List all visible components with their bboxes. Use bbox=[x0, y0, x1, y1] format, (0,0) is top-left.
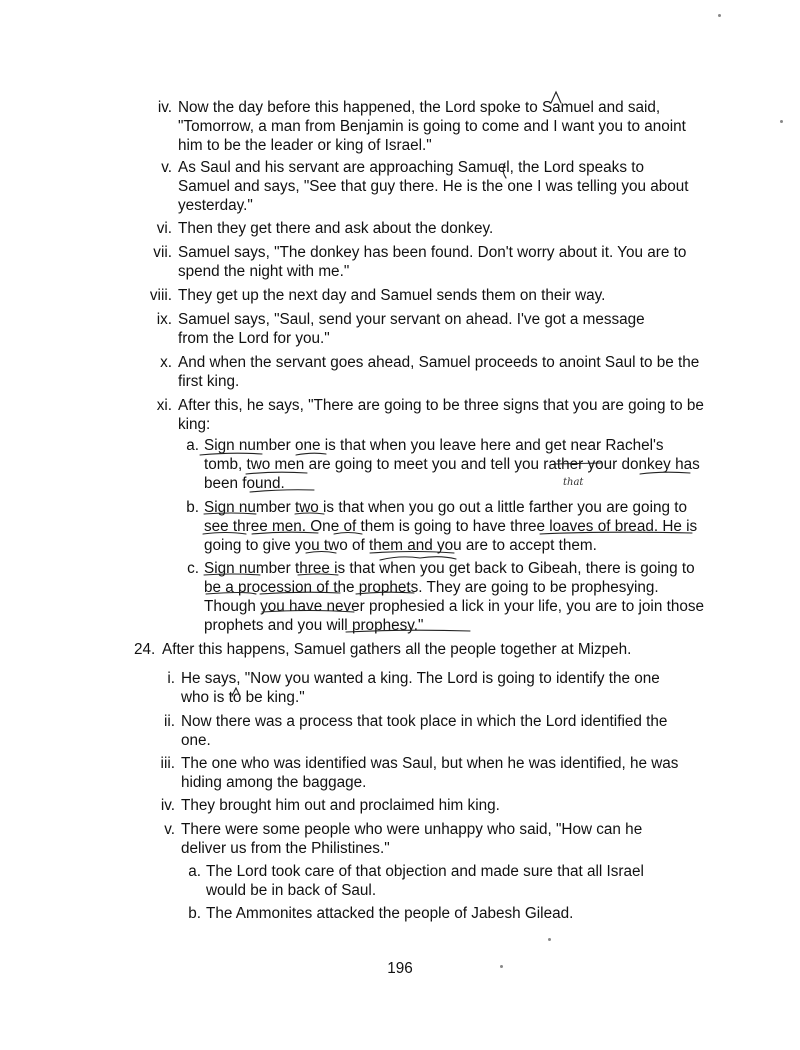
list-item-iv bbox=[157, 98, 708, 155]
item-number: iv. bbox=[157, 99, 172, 116]
item-letter: b. bbox=[188, 905, 201, 922]
item-text: They get up the next day and Samuel sends them on their way. bbox=[178, 287, 606, 304]
item-text: Now there was a process that took place in which the Lord identified the one. bbox=[181, 713, 668, 749]
item-text: There were some people who were unhappy who said, "How can he deliver us from the Philistines." bbox=[181, 821, 643, 857]
item-text: As Saul and his servant are approaching Samuel, the Lord speaks to Samuel and says, "See that guy there. He is the one I was telling you about yesterday." bbox=[178, 159, 689, 214]
list-item-viii bbox=[149, 286, 698, 305]
item-text: The one who was identified was Saul, but when he was identified, he was hiding among the baggage. bbox=[181, 755, 679, 791]
item-number: ix. bbox=[156, 311, 172, 328]
item-text: Sign number two is that when you go out a little farther you are going to see three men. One of them is going to have three loaves of bread. He is going to give you two of them and you are to accept them. bbox=[204, 499, 698, 554]
item-letter: a. bbox=[186, 437, 199, 454]
item-text: After this, he says, "There are going to be three signs that you are going to be king: bbox=[178, 397, 704, 433]
item-text: After this happens, Samuel gathers all the people together at Mizpeh. bbox=[162, 641, 632, 658]
item-number: v. bbox=[161, 159, 172, 176]
list-item-x bbox=[160, 353, 708, 391]
list-item-iv-2 bbox=[160, 796, 701, 815]
item-text: He says, "Now you wanted a king. The Lord is going to identify the one who is to be king." bbox=[181, 670, 660, 706]
list-item-xi bbox=[156, 396, 708, 434]
item-text: Now the day before this happened, the Lord spoke to Samuel and said, "Tomorrow, a man from Benjamin is going to come and I want you to anoint him to be the leader or king of Israel." bbox=[178, 99, 686, 154]
list-item-i bbox=[167, 669, 691, 707]
item-number: i. bbox=[167, 670, 175, 687]
item-letter: b. bbox=[186, 499, 199, 516]
item-number: vii. bbox=[153, 244, 172, 261]
item-text: Sign number one is that when you leave here and get near Rachel's tomb, two men are going to meet you and tell you rather your donkey has been found. bbox=[204, 437, 700, 492]
sub-item-b bbox=[188, 904, 686, 923]
item-number: iii. bbox=[160, 755, 175, 772]
item-number: viii. bbox=[149, 287, 172, 304]
handwritten-note: that bbox=[563, 477, 584, 488]
item-number: ii. bbox=[163, 713, 175, 730]
item-text: Samuel says, "The donkey has been found. Don't worry about it. You are to spend the night with me." bbox=[178, 244, 687, 280]
item-number: 24. bbox=[134, 641, 156, 658]
sign-item-a bbox=[186, 436, 704, 493]
list-item-24 bbox=[134, 640, 694, 659]
scan-speck bbox=[500, 965, 503, 968]
sign-item-c bbox=[187, 559, 705, 635]
item-text: The Lord took care of that objection and made sure that all Israel would be in back of Saul. bbox=[206, 863, 644, 899]
list-item-ii bbox=[163, 712, 701, 750]
item-number: xi. bbox=[156, 397, 172, 414]
item-number: iv. bbox=[160, 797, 175, 814]
list-item-ix bbox=[156, 310, 678, 348]
item-letter: c. bbox=[187, 560, 199, 577]
item-letter: a. bbox=[188, 863, 201, 880]
item-text: Then they get there and ask about the donkey. bbox=[178, 220, 494, 237]
sign-item-b bbox=[186, 498, 704, 555]
page-number: 196 bbox=[387, 960, 413, 977]
list-item-v bbox=[161, 158, 698, 215]
scan-speck bbox=[718, 14, 721, 17]
item-text: Samuel says, "Saul, send your servant on ahead. I've got a message from the Lord for you." bbox=[178, 311, 645, 347]
list-item-vii bbox=[153, 243, 708, 281]
item-number: v. bbox=[164, 821, 175, 838]
item-text: The Ammonites attacked the people of Jabesh Gilead. bbox=[206, 905, 574, 922]
scan-speck bbox=[780, 120, 783, 123]
item-text: Sign number three is that when you get back to Gibeah, there is going to be a procession of the prophets. They are going to be prophesying. Though you have never prophesied a lick in your life, you are to join those prophets and you will prophesy." bbox=[204, 560, 705, 634]
list-item-iii bbox=[160, 754, 716, 792]
item-number: x. bbox=[160, 354, 172, 371]
list-item-v-2 bbox=[164, 820, 681, 858]
item-number: vi. bbox=[156, 220, 172, 237]
item-text: And when the servant goes ahead, Samuel proceeds to anoint Saul to be the first king. bbox=[178, 354, 700, 390]
scan-speck bbox=[548, 938, 551, 941]
sub-item-a bbox=[188, 862, 686, 900]
list-item-vi bbox=[156, 219, 698, 238]
item-text: They brought him out and proclaimed him king. bbox=[181, 797, 500, 814]
